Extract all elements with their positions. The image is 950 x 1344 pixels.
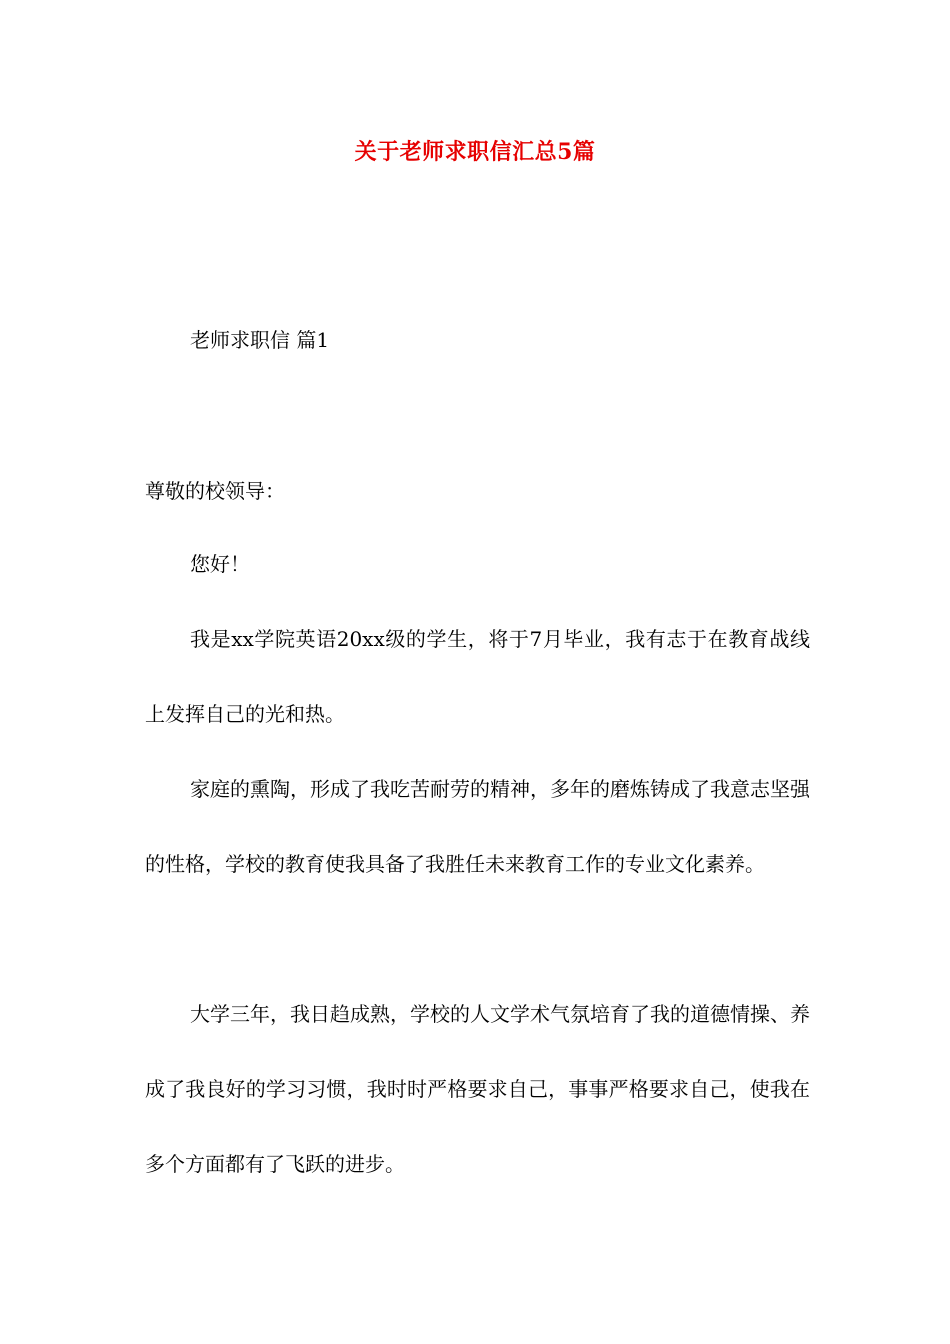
document-title: 关于老师求职信汇总5篇 [354,139,596,165]
paragraph-1: 我是xx学院英语20xx级的学生，将于7月毕业，我有志于在教育战线上发挥自己的光和热。 [145,627,810,726]
salutation: 尊敬的校领导： [145,479,285,503]
section-heading: 老师求职信 篇1 [190,328,330,352]
paragraph-2: 家庭的熏陶，形成了我吃苦耐劳的精神，多年的磨炼铸成了我意志坚强的性格，学校的教育使我具备了我胜任未来教育工作的专业文化素养。 [145,777,810,876]
paragraph-3: 大学三年，我日趋成熟，学校的人文学术气氛培育了我的道德情操、养成了我良好的学习习惯，我时时严格要求自己，事事严格要求自己，使我在多个方面都有了飞跃的进步。 [145,1002,810,1176]
greeting: 您好！ [190,552,250,576]
